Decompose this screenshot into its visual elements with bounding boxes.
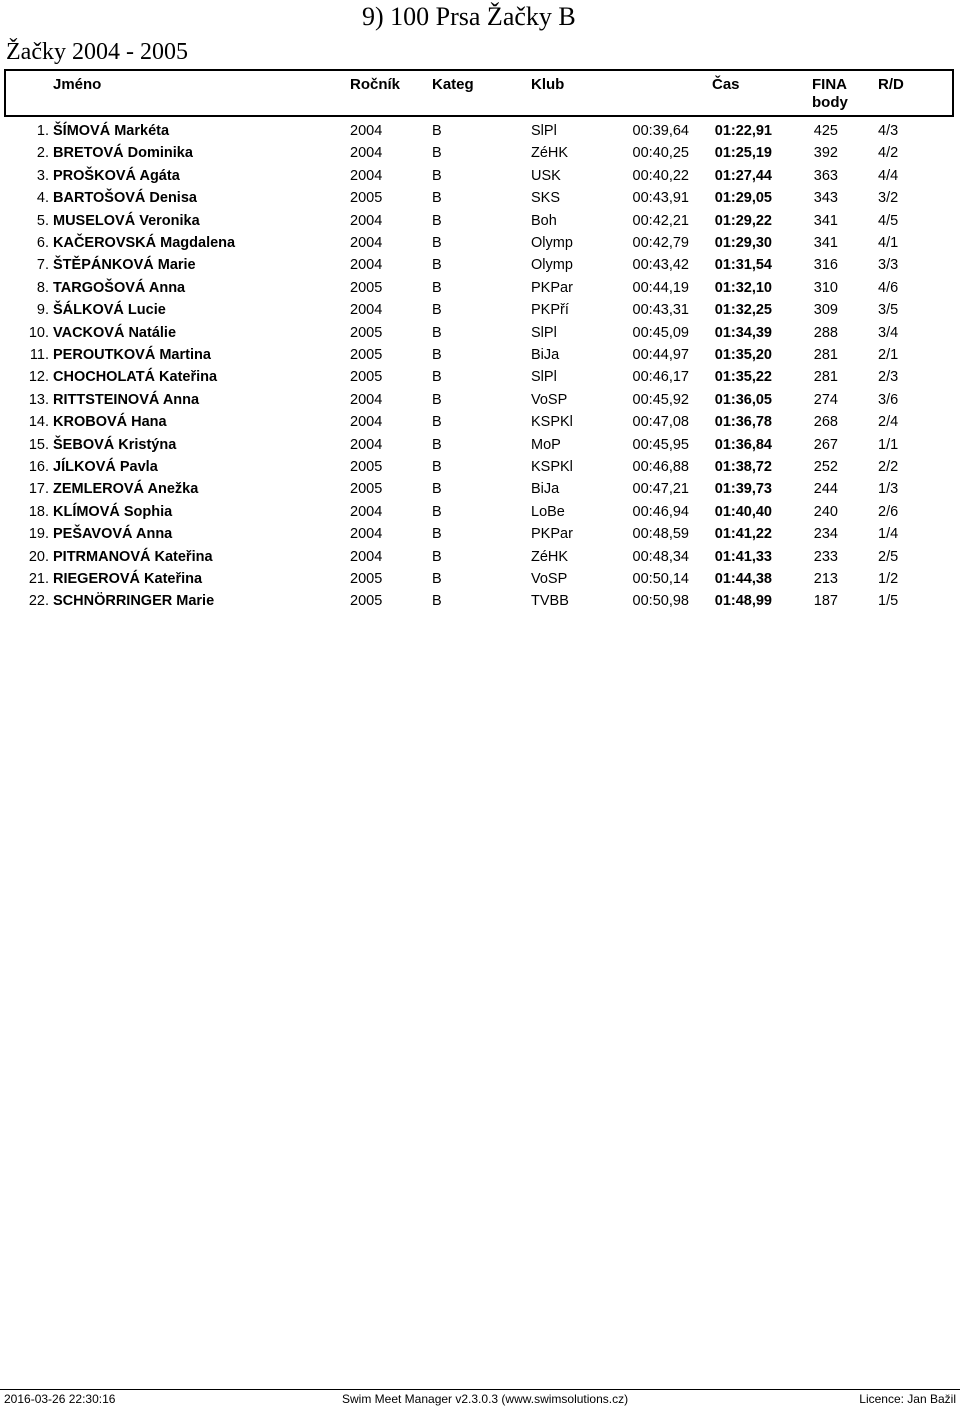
result-category: B <box>432 347 442 363</box>
result-fina-points: 341 <box>813 212 838 229</box>
result-category: B <box>432 212 442 229</box>
result-club: VoSP <box>531 391 568 408</box>
result-name: PEŠAVOVÁ Anna <box>53 526 173 543</box>
result-rank: 8. <box>36 279 49 296</box>
result-club: Olymp <box>531 235 573 251</box>
result-fina-points: 252 <box>813 459 838 475</box>
result-final-time: 01:31,54 <box>714 257 772 274</box>
result-split-time: 00:44,97 <box>632 347 689 363</box>
result-fina-points: 288 <box>813 324 838 341</box>
header-year: Ročník <box>350 76 401 93</box>
result-heat-lane: 3/6 <box>878 391 899 408</box>
result-category: B <box>432 414 442 431</box>
result-fina-points: 343 <box>813 190 838 207</box>
result-fina-points: 274 <box>813 391 838 408</box>
result-fina-points: 187 <box>813 593 838 610</box>
result-name: KAČEROVSKÁ Magdalena <box>53 235 236 251</box>
result-year: 2005 <box>350 190 383 207</box>
result-fina-points: 316 <box>813 257 838 274</box>
result-split-time: 00:45,92 <box>632 391 689 408</box>
result-heat-lane: 1/4 <box>878 526 899 543</box>
result-fina-points: 309 <box>813 302 838 319</box>
result-name: ŠTĚPÁNKOVÁ Marie <box>53 257 196 274</box>
result-rank: 10. <box>28 324 49 341</box>
result-final-time: 01:35,20 <box>714 347 772 363</box>
result-club: Olymp <box>531 257 573 274</box>
result-heat-lane: 2/6 <box>878 503 899 520</box>
result-name: TARGOŠOVÁ Anna <box>53 279 186 296</box>
result-club: USK <box>531 167 561 184</box>
result-heat-lane: 2/5 <box>878 548 899 565</box>
result-rank: 15. <box>28 436 49 453</box>
result-heat-lane: 2/3 <box>878 369 899 386</box>
header-fina-line1: FINA <box>812 76 847 93</box>
result-row <box>0 411 960 433</box>
result-category: B <box>432 145 442 162</box>
page-footer <box>0 1389 960 1409</box>
result-fina-points: 281 <box>813 347 838 363</box>
result-fina-points: 234 <box>813 526 838 543</box>
result-rank: 22. <box>28 593 49 610</box>
result-name: ŠÍMOVÁ Markéta <box>53 123 170 139</box>
result-heat-lane: 1/1 <box>878 436 899 453</box>
result-name: PROŠKOVÁ Agáta <box>53 167 180 184</box>
result-name: BRETOVÁ Dominika <box>53 145 193 162</box>
result-category: B <box>432 167 442 184</box>
result-row <box>0 210 960 232</box>
result-heat-lane: 3/5 <box>878 302 899 319</box>
result-row <box>0 456 960 478</box>
result-name: MUSELOVÁ Veronika <box>53 212 200 229</box>
result-club: PKPří <box>531 302 569 319</box>
result-category: B <box>432 459 442 475</box>
result-club: ZéHK <box>531 548 569 565</box>
result-rank: 20. <box>28 548 49 565</box>
result-year: 2004 <box>350 235 383 251</box>
result-name: VACKOVÁ Natálie <box>53 324 177 341</box>
result-final-time: 01:38,72 <box>714 459 772 475</box>
result-year: 2004 <box>350 123 383 139</box>
result-final-time: 01:41,33 <box>714 548 772 565</box>
result-year: 2004 <box>350 257 383 274</box>
result-split-time: 00:42,21 <box>632 212 689 229</box>
result-club: SlPl <box>531 369 557 386</box>
result-heat-lane: 2/4 <box>878 414 899 431</box>
result-category: B <box>432 593 442 610</box>
result-year: 2004 <box>350 391 383 408</box>
result-year: 2005 <box>350 279 383 296</box>
result-row <box>0 478 960 500</box>
result-category: B <box>432 571 442 587</box>
footer-software: Swim Meet Manager v2.3.0.3 (www.swimsolutions.cz) <box>342 1392 629 1406</box>
footer-timestamp: 2016-03-26 22:30:16 <box>4 1392 116 1406</box>
result-final-time: 01:29,05 <box>714 190 772 207</box>
result-split-time: 00:46,17 <box>632 369 689 386</box>
result-split-time: 00:48,59 <box>632 526 689 543</box>
result-category: B <box>432 436 442 453</box>
result-final-time: 01:25,19 <box>714 145 772 162</box>
result-club: BiJa <box>531 481 560 498</box>
result-row <box>0 277 960 299</box>
result-rank: 9. <box>36 302 49 319</box>
result-row <box>0 254 960 276</box>
result-row <box>0 165 960 187</box>
result-fina-points: 244 <box>813 481 838 498</box>
result-rank: 5. <box>36 212 49 229</box>
result-year: 2004 <box>350 436 383 453</box>
result-rank: 11. <box>29 347 49 363</box>
result-club: SlPl <box>531 123 557 139</box>
result-club: ZéHK <box>531 145 569 162</box>
result-club: KSPKl <box>531 459 573 475</box>
result-split-time: 00:50,14 <box>632 571 689 587</box>
result-split-time: 00:43,91 <box>632 190 689 207</box>
result-split-time: 00:39,64 <box>632 123 689 139</box>
result-rank: 17. <box>28 481 49 498</box>
result-year: 2005 <box>350 459 383 475</box>
result-fina-points: 240 <box>813 503 838 520</box>
result-year: 2004 <box>350 503 383 520</box>
result-category: B <box>432 481 442 498</box>
result-name: SCHNÖRRINGER Marie <box>53 593 215 610</box>
result-heat-lane: 4/2 <box>878 145 899 162</box>
result-final-time: 01:22,91 <box>714 123 772 139</box>
result-name: RITTSTEINOVÁ Anna <box>53 391 200 408</box>
result-fina-points: 363 <box>813 167 838 184</box>
result-row <box>0 366 960 388</box>
result-rank: 21. <box>28 571 49 587</box>
result-split-time: 00:43,42 <box>632 257 689 274</box>
result-category: B <box>432 257 442 274</box>
result-rank: 2. <box>36 145 49 162</box>
result-heat-lane: 2/2 <box>878 459 899 475</box>
result-final-time: 01:32,25 <box>714 302 772 319</box>
result-rank: 1. <box>36 123 49 139</box>
result-year: 2005 <box>350 571 383 587</box>
result-heat-lane: 3/4 <box>878 324 899 341</box>
result-split-time: 00:40,25 <box>632 145 689 162</box>
result-row <box>0 322 960 344</box>
result-year: 2004 <box>350 414 383 431</box>
result-name: KLÍMOVÁ Sophia <box>53 503 173 520</box>
result-name: CHOCHOLATÁ Kateřina <box>53 369 218 386</box>
result-heat-lane: 4/1 <box>878 235 899 251</box>
event-title: 9) 100 Prsa Žačky B <box>362 2 576 31</box>
result-split-time: 00:45,09 <box>632 324 689 341</box>
header-club: Klub <box>531 76 565 93</box>
result-row <box>0 232 960 254</box>
result-category: B <box>432 548 442 565</box>
result-year: 2004 <box>350 167 383 184</box>
result-split-time: 00:42,79 <box>632 235 689 251</box>
result-fina-points: 233 <box>813 548 838 565</box>
result-split-time: 00:44,19 <box>632 279 689 296</box>
result-heat-lane: 4/6 <box>878 279 899 296</box>
result-final-time: 01:44,38 <box>714 571 772 587</box>
result-club: PKPar <box>531 526 573 543</box>
result-row <box>0 299 960 321</box>
result-name: KROBOVÁ Hana <box>53 414 167 431</box>
result-club: MoP <box>531 436 561 453</box>
result-club: SKS <box>531 190 561 207</box>
result-split-time: 00:40,22 <box>632 167 689 184</box>
result-year: 2005 <box>350 324 383 341</box>
result-name: RIEGEROVÁ Kateřina <box>53 571 203 587</box>
result-heat-lane: 4/3 <box>878 123 899 139</box>
result-heat-lane: 2/1 <box>878 347 899 363</box>
result-rank: 7. <box>36 257 49 274</box>
result-row <box>0 344 960 366</box>
result-fina-points: 281 <box>813 369 838 386</box>
result-final-time: 01:32,10 <box>714 279 772 296</box>
result-fina-points: 310 <box>813 279 838 296</box>
result-final-time: 01:41,22 <box>714 526 772 543</box>
result-category: B <box>432 324 442 341</box>
result-heat-lane: 1/3 <box>878 481 899 498</box>
result-name: PEROUTKOVÁ Martina <box>53 347 211 363</box>
result-category: B <box>432 279 442 296</box>
result-rank: 19. <box>28 526 49 543</box>
result-rank: 14. <box>28 414 49 431</box>
result-row <box>0 590 960 612</box>
result-final-time: 01:48,99 <box>714 593 772 610</box>
result-club: KSPKl <box>531 414 573 431</box>
result-category: B <box>432 369 442 386</box>
result-rank: 13. <box>28 391 49 408</box>
result-heat-lane: 4/5 <box>878 212 899 229</box>
result-year: 2004 <box>350 212 383 229</box>
result-name: ŠÁLKOVÁ Lucie <box>53 302 166 319</box>
result-heat-lane: 1/5 <box>878 593 899 610</box>
result-final-time: 01:36,78 <box>714 414 772 431</box>
result-club: Boh <box>531 212 557 229</box>
result-category: B <box>432 526 442 543</box>
result-name: ŠEBOVÁ Kristýna <box>53 436 177 453</box>
result-heat-lane: 3/3 <box>878 257 899 274</box>
result-year: 2004 <box>350 302 383 319</box>
result-fina-points: 213 <box>813 571 838 587</box>
result-club: BiJa <box>531 347 560 363</box>
result-club: LoBe <box>531 503 565 520</box>
result-row <box>0 546 960 568</box>
result-final-time: 01:29,22 <box>714 212 772 229</box>
result-final-time: 01:35,22 <box>714 369 772 386</box>
result-split-time: 00:46,94 <box>632 503 689 520</box>
result-split-time: 00:43,31 <box>632 302 689 319</box>
result-category: B <box>432 302 442 319</box>
result-row <box>0 120 960 142</box>
result-final-time: 01:29,30 <box>714 235 772 251</box>
result-name: BARTOŠOVÁ Denisa <box>53 190 197 207</box>
result-year: 2005 <box>350 369 383 386</box>
result-final-time: 01:34,39 <box>714 324 772 341</box>
result-club: PKPar <box>531 279 573 296</box>
result-fina-points: 267 <box>813 436 838 453</box>
result-name: ZEMLEROVÁ Anežka <box>53 481 199 498</box>
result-row <box>0 501 960 523</box>
result-row <box>0 568 960 590</box>
header-fina <box>812 76 848 112</box>
result-rank: 4. <box>36 190 49 207</box>
result-final-time: 01:27,44 <box>714 167 772 184</box>
result-final-time: 01:40,40 <box>714 503 772 520</box>
result-row <box>0 187 960 209</box>
result-category: B <box>432 391 442 408</box>
result-club: VoSP <box>531 571 568 587</box>
footer-licence: Licence: Jan Bažil <box>859 1392 956 1406</box>
result-year: 2005 <box>350 481 383 498</box>
result-rank: 16. <box>28 459 49 475</box>
result-rank: 6. <box>36 235 49 251</box>
result-fina-points: 392 <box>813 145 838 162</box>
result-name: PITRMANOVÁ Kateřina <box>53 548 213 565</box>
result-split-time: 00:48,34 <box>632 548 689 565</box>
header-name: Jméno <box>53 76 102 93</box>
header-rd: R/D <box>878 76 904 93</box>
result-heat-lane: 3/2 <box>878 190 899 207</box>
result-category: B <box>432 190 442 207</box>
result-rank: 18. <box>28 503 49 520</box>
result-category: B <box>432 235 442 251</box>
result-fina-points: 268 <box>813 414 838 431</box>
result-row <box>0 142 960 164</box>
result-club: TVBB <box>531 593 569 610</box>
result-final-time: 01:36,05 <box>714 391 772 408</box>
result-year: 2005 <box>350 347 383 363</box>
result-rank: 12. <box>28 369 49 386</box>
category-title: Žačky 2004 - 2005 <box>6 39 188 65</box>
result-year: 2005 <box>350 593 383 610</box>
header-category: Kateg <box>432 76 474 93</box>
result-row <box>0 434 960 456</box>
result-year: 2004 <box>350 145 383 162</box>
result-row <box>0 523 960 545</box>
result-name: JÍLKOVÁ Pavla <box>53 459 158 475</box>
result-rank: 3. <box>36 167 49 184</box>
result-split-time: 00:46,88 <box>632 459 689 475</box>
header-fina-line2: body <box>812 94 848 111</box>
result-row <box>0 389 960 411</box>
header-time: Čas <box>712 76 740 93</box>
result-club: SlPl <box>531 324 557 341</box>
result-heat-lane: 1/2 <box>878 571 899 587</box>
result-fina-points: 425 <box>813 123 838 139</box>
result-year: 2004 <box>350 526 383 543</box>
result-fina-points: 341 <box>813 235 838 251</box>
result-split-time: 00:47,08 <box>632 414 689 431</box>
result-split-time: 00:47,21 <box>632 481 689 498</box>
result-final-time: 01:36,84 <box>714 436 772 453</box>
result-final-time: 01:39,73 <box>714 481 772 498</box>
result-split-time: 00:45,95 <box>632 436 689 453</box>
result-category: B <box>432 503 442 520</box>
result-category: B <box>432 123 442 139</box>
result-heat-lane: 4/4 <box>878 167 899 184</box>
result-split-time: 00:50,98 <box>632 593 689 610</box>
result-year: 2004 <box>350 548 383 565</box>
